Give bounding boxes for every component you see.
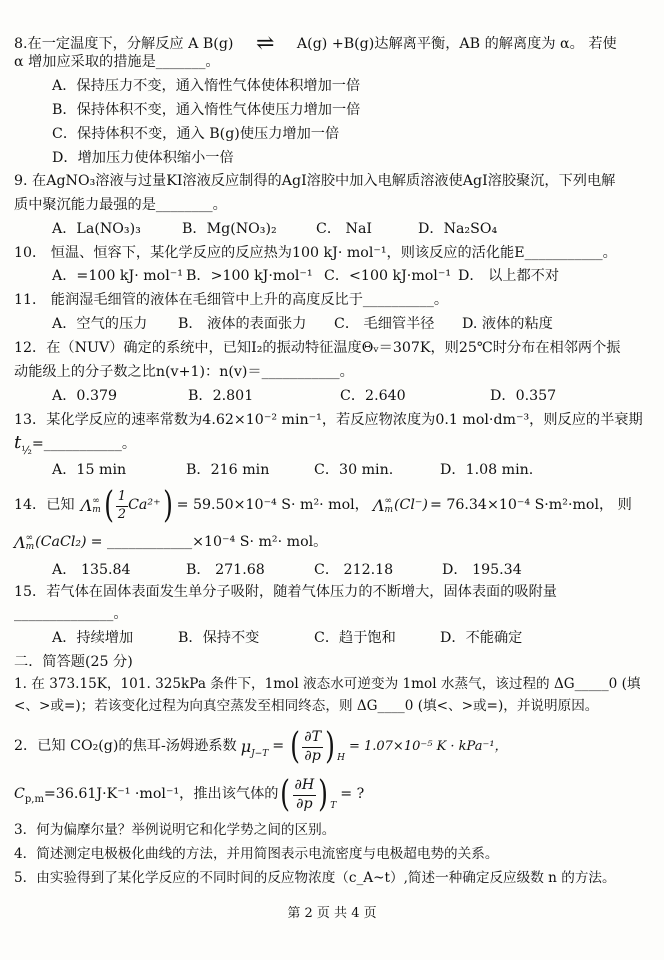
cp-value: =36.61J·K⁻¹ ·mol⁻¹，推出该气体的 <box>43 786 279 803</box>
q14-value1: = 59.50×10⁻⁴ S· m²· mol， <box>176 497 369 514</box>
q11-option-c: C． 毛细管半径 <box>334 316 435 332</box>
s2-q4: 4．简述测定电极极化曲线的方法，并用简图表示电流密度与电极超电势的关系。 <box>14 846 499 862</box>
ion-cl: (Cl⁻) <box>393 497 428 514</box>
cp-subscript: p,m <box>24 793 44 805</box>
lambda-sup: ∞ <box>92 496 100 506</box>
q15-stem-line1: 15．若气体在固体表面发生单分子吸附，随着气体压力的不断增大，固体表面的吸附量 <box>14 584 557 600</box>
ion-ca: Ca²⁺ <box>128 497 161 514</box>
q11-stem: 11． 能润湿毛细管的液体在毛细管中上升的高度反比于__________。 <box>14 292 449 308</box>
half-life-symbol: t <box>14 432 22 453</box>
q10-option-a: A．=100 kJ· mol⁻¹ <box>52 268 183 284</box>
open-paren-3-icon: ( <box>280 774 291 815</box>
dT-num: ∂T <box>302 729 323 748</box>
q9-option-d: D．Na₂SO₄ <box>418 221 498 237</box>
lambda-sub: m <box>92 505 101 515</box>
q13-option-c: C．30 min. <box>314 462 394 478</box>
q13-blank: =___________。 <box>31 436 137 452</box>
s2-q1-line2: <、>或=)；若该变化过程为向真空蒸发至相同终态，则 ΔG____0 (填<、>或=)，并说明原因。 <box>14 698 599 714</box>
dp-den-2: ∂p <box>296 795 313 812</box>
q9-option-a: A．La(NO₃)₃ <box>52 221 141 237</box>
s2-q5: 5．由实验得到了某化学反应的不同时间的反应物浓度（c_A~t）,简述一种确定反应级数 n 的方法。 <box>14 870 616 886</box>
q15-option-c: C．趋于饱和 <box>314 630 396 646</box>
cp-symbol: C <box>14 786 25 803</box>
q13-stem-line1: 13．某化学反应的速率常数为4.62×10⁻² min⁻¹，若反应物浓度为0.1 mol·dm⁻³，则反应的半衰期 <box>14 412 643 428</box>
half-subscript: ½ <box>21 444 32 457</box>
q14-value2: = 76.34×10⁻⁴ S·m²·mol， 则 <box>429 497 632 514</box>
close-paren-3-icon: ) <box>318 774 329 815</box>
q10-option-b: B．>100 kJ·mol⁻¹ <box>186 268 313 284</box>
equilibrium-arrow-icon: ⇌ <box>255 31 275 56</box>
dH-num: ∂H <box>293 777 317 796</box>
q9-stem-line2: 质中聚沉能力最强的是________。 <box>14 197 227 213</box>
lambda-sub-3: m <box>25 542 35 552</box>
mu-symbol: μ <box>240 737 252 756</box>
fraction-num: 1 <box>116 489 128 506</box>
s2-q2-ask: = ? <box>340 786 365 803</box>
q9-option-b: B．Mg(NO₃)₂ <box>182 221 277 237</box>
lambda-symbol: Λ <box>80 496 93 515</box>
close-paren-2-icon: ) <box>325 726 335 767</box>
lambda-symbol-3: Λ <box>14 533 26 552</box>
lambda-sup-3: ∞ <box>25 533 34 543</box>
q14-ask: = ____________×10⁻⁴ S· m²· mol。 <box>90 534 328 551</box>
lambda-sup-2: ∞ <box>384 496 392 506</box>
lambda-sub-2: m <box>384 505 393 515</box>
subscript-H: H <box>337 752 345 763</box>
q10-option-d: D． 以上都不对 <box>458 268 560 284</box>
q14-stem-pre: 14．已知 <box>14 497 75 514</box>
q11-option-a: A．空气的压力 <box>52 316 148 332</box>
q8-option-b: B．保持体积不变，通入惰性气体使压力增加一倍 <box>52 102 361 118</box>
q15-option-d: D．不能确定 <box>440 630 523 646</box>
q10-option-c: C．<100 kJ·mol⁻¹ <box>324 268 452 284</box>
q14-option-a: A． 135.84 <box>52 562 131 578</box>
q13-option-a: A．15 min <box>52 462 127 478</box>
open-paren-icon: ( <box>103 485 114 526</box>
fraction-den: 2 <box>117 506 127 522</box>
page-footer: 第 2 页 共 4 页 <box>287 906 377 921</box>
equals-sign: = <box>272 738 285 755</box>
q14-option-d: D． 195.34 <box>442 562 522 578</box>
q12-option-b: B．2.801 <box>188 388 254 404</box>
s2-q2-pre: 2．已知 CO₂(g)的焦耳-汤姆逊系数 <box>14 738 237 755</box>
q14-option-b: B． 271.68 <box>186 562 265 578</box>
q12-option-a: A．0.379 <box>52 388 118 404</box>
q10-stem: 10． 恒温、恒容下，某化学反应的反应热为100 kJ· mol⁻¹，则该反应的活化能E___________。 <box>14 245 617 261</box>
q11-option-d: D. 液体的粘度 <box>462 316 553 332</box>
q12-option-d: D．0.357 <box>490 388 557 404</box>
q12-stem-line2: 动能级上的分子数之比n(v+1)：n(v)＝___________。 <box>14 364 354 380</box>
q8-stem-line2: α 增加应采取的措施是_______。 <box>14 54 220 70</box>
s2-q1-line1: 1. 在 373.15K，101. 325kPa 条件下，1mol 液态水可逆变为 1mol 水蒸气，该过程的 ΔG_____0 (填 <box>14 676 641 692</box>
dp-den: ∂p <box>304 747 321 764</box>
q11-option-b: B． 液体的表面张力 <box>178 316 307 332</box>
q15-option-a: A．持续增加 <box>52 630 134 646</box>
q15-stem-line2: ______________。 <box>14 606 128 622</box>
open-paren-2-icon: ( <box>290 726 301 767</box>
q8-option-c: C．保持体积不变，通入 B(g)使压力增加一倍 <box>52 126 340 142</box>
q9-option-c: C． NaI <box>316 221 373 237</box>
q12-stem-line1: 12．在（NUV）确定的系统中，已知I₂的振动特征温度Θᵥ＝307K，则25℃时分布在相邻两个振 <box>14 340 621 356</box>
section2-title: 二．简答题(25 分) <box>14 654 133 670</box>
subscript-T: T <box>330 800 337 811</box>
s2-q3: 3．何为偏摩尔量？举例说明它和化学势之间的区别。 <box>14 822 336 838</box>
q8-stem-b: A(g) +B(g)达解离平衡，AB 的解离度为 α。 若使 <box>296 36 617 52</box>
q13-option-b: B．216 min <box>186 462 270 478</box>
q8-option-d: D．增加压力使体积缩小一倍 <box>52 150 234 166</box>
q14-option-c: C． 212.18 <box>314 562 394 578</box>
q9-stem-line1: 9. 在AgNO₃溶液与过量KI溶液反应制得的AgI溶胶中加入电解质溶液使AgI溶胶聚沉，下列电解 <box>14 173 616 189</box>
salt-cacl2: (CaCl₂) <box>35 534 87 551</box>
q13-option-d: D．1.08 min. <box>440 462 534 478</box>
q8-option-a: A．保持压力不变，通入惰性气体使体积增加一倍 <box>52 78 361 94</box>
close-paren-icon: ) <box>162 485 173 526</box>
q15-option-b: B．保持不变 <box>178 630 260 646</box>
q8-stem-a: 8.在一定温度下，分解反应 A B(g) <box>14 36 234 52</box>
q12-option-c: C．2.640 <box>340 388 406 404</box>
mu-subscript: J−T <box>251 748 269 759</box>
lambda-symbol-2: Λ <box>372 496 385 515</box>
s2-q2-value: = 1.07×10⁻⁵ K · kPa⁻¹， <box>348 738 508 754</box>
